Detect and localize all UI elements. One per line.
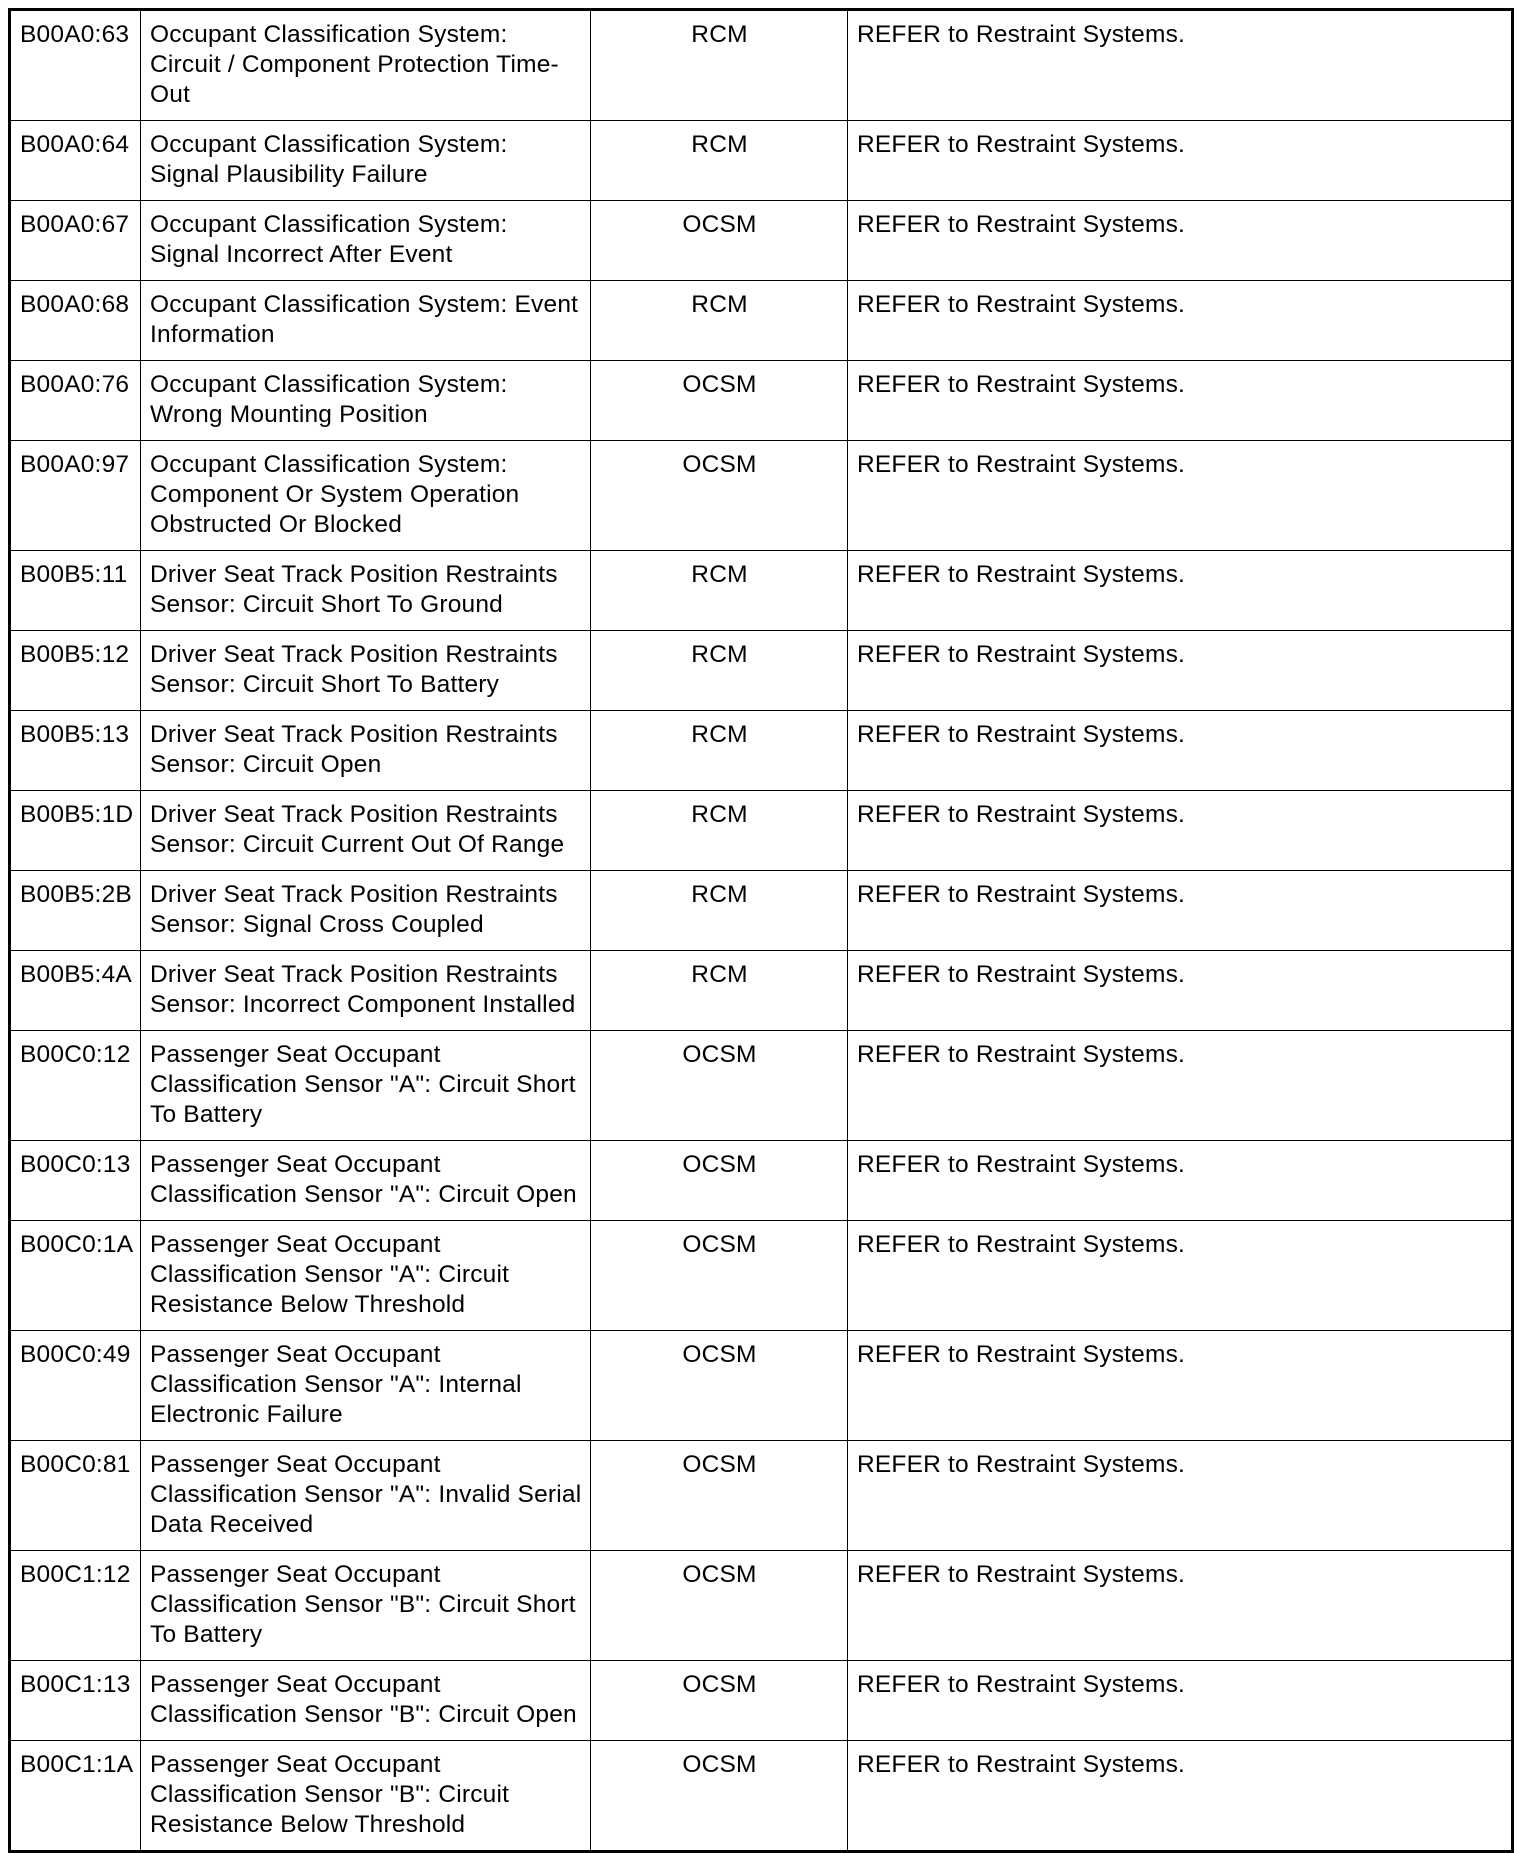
dtc-module: OCSM — [591, 441, 848, 551]
dtc-description: Driver Seat Track Position Restraints Sensor: Circuit Short To Battery — [141, 631, 591, 711]
dtc-code: B00C1:12 — [10, 1551, 141, 1661]
dtc-code: B00A0:76 — [10, 361, 141, 441]
table-row — [10, 711, 1513, 791]
dtc-action: REFER to Restraint Systems. — [848, 1221, 1513, 1331]
dtc-module: OCSM — [591, 1141, 848, 1221]
dtc-code: B00B5:4A — [10, 951, 141, 1031]
table-row — [10, 1551, 1513, 1661]
dtc-description: Occupant Classification System: Wrong Mounting Position — [141, 361, 591, 441]
table-row — [10, 551, 1513, 631]
dtc-code: B00C0:49 — [10, 1331, 141, 1441]
dtc-description: Occupant Classification System: Signal Plausibility Failure — [141, 121, 591, 201]
table-row — [10, 871, 1513, 951]
dtc-module: RCM — [591, 281, 848, 361]
table-row — [10, 1331, 1513, 1441]
table-row — [10, 1031, 1513, 1141]
dtc-module: OCSM — [591, 1441, 848, 1551]
dtc-description: Driver Seat Track Position Restraints Sensor: Circuit Short To Ground — [141, 551, 591, 631]
dtc-module: OCSM — [591, 1741, 848, 1852]
dtc-code: B00B5:1D — [10, 791, 141, 871]
dtc-code: B00A0:63 — [10, 10, 141, 121]
dtc-description: Occupant Classification System: Circuit / Component Protection Time-Out — [141, 10, 591, 121]
dtc-module: OCSM — [591, 1221, 848, 1331]
dtc-description: Passenger Seat Occupant Classification Sensor "A": Circuit Resistance Below Threshold — [141, 1221, 591, 1331]
dtc-code: B00A0:64 — [10, 121, 141, 201]
dtc-action: REFER to Restraint Systems. — [848, 951, 1513, 1031]
table-row — [10, 1141, 1513, 1221]
dtc-description: Driver Seat Track Position Restraints Sensor: Circuit Open — [141, 711, 591, 791]
dtc-code: B00B5:11 — [10, 551, 141, 631]
dtc-code: B00C1:13 — [10, 1661, 141, 1741]
table-row — [10, 201, 1513, 281]
dtc-code: B00A0:68 — [10, 281, 141, 361]
dtc-module: RCM — [591, 791, 848, 871]
dtc-description: Passenger Seat Occupant Classification Sensor "A": Circuit Open — [141, 1141, 591, 1221]
table-row — [10, 441, 1513, 551]
dtc-description: Driver Seat Track Position Restraints Sensor: Incorrect Component Installed — [141, 951, 591, 1031]
dtc-description: Passenger Seat Occupant Classification Sensor "B": Circuit Short To Battery — [141, 1551, 591, 1661]
dtc-action: REFER to Restraint Systems. — [848, 10, 1513, 121]
dtc-action: REFER to Restraint Systems. — [848, 201, 1513, 281]
dtc-action: REFER to Restraint Systems. — [848, 1551, 1513, 1661]
dtc-action: REFER to Restraint Systems. — [848, 281, 1513, 361]
dtc-module: RCM — [591, 551, 848, 631]
dtc-description: Passenger Seat Occupant Classification Sensor "A": Internal Electronic Failure — [141, 1331, 591, 1441]
dtc-description: Passenger Seat Occupant Classification Sensor "A": Circuit Short To Battery — [141, 1031, 591, 1141]
table-row — [10, 121, 1513, 201]
dtc-code: B00C0:13 — [10, 1141, 141, 1221]
table-row — [10, 1441, 1513, 1551]
dtc-description: Passenger Seat Occupant Classification Sensor "A": Invalid Serial Data Received — [141, 1441, 591, 1551]
dtc-module: OCSM — [591, 1031, 848, 1141]
dtc-description: Passenger Seat Occupant Classification Sensor "B": Circuit Open — [141, 1661, 591, 1741]
table-row — [10, 1661, 1513, 1741]
dtc-module: RCM — [591, 10, 848, 121]
dtc-description: Driver Seat Track Position Restraints Sensor: Signal Cross Coupled — [141, 871, 591, 951]
dtc-description: Occupant Classification System: Component Or System Operation Obstructed Or Blocked — [141, 441, 591, 551]
dtc-module: OCSM — [591, 1331, 848, 1441]
dtc-action: REFER to Restraint Systems. — [848, 1331, 1513, 1441]
dtc-module: RCM — [591, 871, 848, 951]
dtc-action: REFER to Restraint Systems. — [848, 121, 1513, 201]
dtc-action: REFER to Restraint Systems. — [848, 1741, 1513, 1852]
dtc-code: B00C0:81 — [10, 1441, 141, 1551]
dtc-module: RCM — [591, 631, 848, 711]
dtc-code: B00A0:97 — [10, 441, 141, 551]
dtc-code: B00A0:67 — [10, 201, 141, 281]
dtc-action: REFER to Restraint Systems. — [848, 1141, 1513, 1221]
dtc-module: RCM — [591, 951, 848, 1031]
dtc-code: B00B5:12 — [10, 631, 141, 711]
dtc-code: B00C1:1A — [10, 1741, 141, 1852]
dtc-action: REFER to Restraint Systems. — [848, 361, 1513, 441]
dtc-action: REFER to Restraint Systems. — [848, 791, 1513, 871]
table-row — [10, 1741, 1513, 1852]
dtc-action: REFER to Restraint Systems. — [848, 631, 1513, 711]
dtc-description: Passenger Seat Occupant Classification Sensor "B": Circuit Resistance Below Threshold — [141, 1741, 591, 1852]
dtc-description: Occupant Classification System: Signal Incorrect After Event — [141, 201, 591, 281]
dtc-action: REFER to Restraint Systems. — [848, 551, 1513, 631]
dtc-action: REFER to Restraint Systems. — [848, 871, 1513, 951]
dtc-module: OCSM — [591, 1551, 848, 1661]
dtc-module: RCM — [591, 121, 848, 201]
dtc-module: OCSM — [591, 1661, 848, 1741]
dtc-description: Occupant Classification System: Event Information — [141, 281, 591, 361]
dtc-table-page — [8, 8, 1511, 1853]
dtc-action: REFER to Restraint Systems. — [848, 1441, 1513, 1551]
table-row — [10, 281, 1513, 361]
dtc-module: RCM — [591, 711, 848, 791]
dtc-module: OCSM — [591, 201, 848, 281]
table-row — [10, 631, 1513, 711]
table-row — [10, 1221, 1513, 1331]
dtc-action: REFER to Restraint Systems. — [848, 441, 1513, 551]
table-row — [10, 951, 1513, 1031]
dtc-code: B00B5:2B — [10, 871, 141, 951]
dtc-action: REFER to Restraint Systems. — [848, 711, 1513, 791]
dtc-module: OCSM — [591, 361, 848, 441]
dtc-code: B00C0:12 — [10, 1031, 141, 1141]
table-row — [10, 791, 1513, 871]
table-row — [10, 10, 1513, 121]
table-row — [10, 361, 1513, 441]
dtc-code: B00B5:13 — [10, 711, 141, 791]
dtc-table — [8, 8, 1514, 1853]
dtc-description: Driver Seat Track Position Restraints Sensor: Circuit Current Out Of Range — [141, 791, 591, 871]
dtc-action: REFER to Restraint Systems. — [848, 1031, 1513, 1141]
dtc-action: REFER to Restraint Systems. — [848, 1661, 1513, 1741]
dtc-code: B00C0:1A — [10, 1221, 141, 1331]
